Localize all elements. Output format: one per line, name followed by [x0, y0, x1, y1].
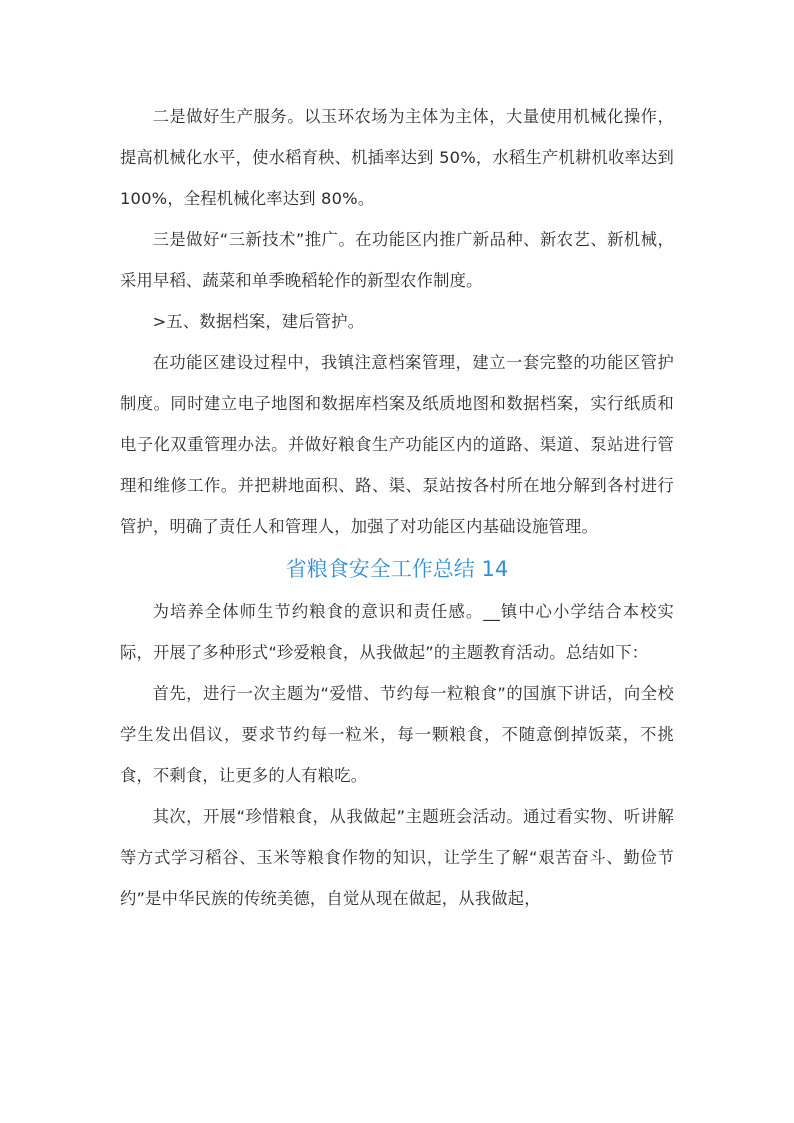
paragraph-second: 其次，开展“珍惜粮食，从我做起”主题班会活动。通过看实物、听讲解等方式学习稻谷、玉米等粮食作物的知识，让学生了解“艰苦奋斗、勤俭节约”是中华民族的传统美德，自觉从现在做起，从我做起，: [120, 807, 674, 908]
paragraph-data-archive-heading: >五、数据档案，建后管护。: [152, 312, 365, 331]
paragraph-three-new-tech: 三是做好“三新技术”推广。在功能区内推广新品种、新农艺、新机械，采用早稻、蔬菜和单季晚稻轮作的新型农作制度。: [120, 230, 674, 290]
section-title: 省粮食安全工作总结 14: [285, 557, 509, 581]
document-page: [120, 96, 674, 919]
paragraph-intro: 为培养全体师生节约粮食的意识和责任感。__镇中心小学结合本校实际，开展了多种形式“珍爱粮食，从我做起”的主题教育活动。总结如下：: [120, 602, 674, 662]
paragraph-production-service: 二是做好生产服务。以玉环农场为主体为主体，大量使用机械化操作，提高机械化水平，使水稻育秧、机插率达到 50%，水稻生产机耕机收率达到 100%，全程机械化率达到 80%。: [120, 107, 674, 208]
paragraph-archive-management: 在功能区建设过程中，我镇注意档案管理，建立一套完整的功能区管护制度。同时建立电子地图和数据库档案及纸质地图和数据档案，实行纸质和电子化双重管理办法。并做好粮食生产功能区内的道路、渠道、泵站进行管理和维修工作。并把耕地面积、路、渠、泵站按各村所在地分解到各村进行管护，明确了责任人和管理人，加强了对功能区内基础设施管理。: [120, 353, 674, 536]
paragraph-first: 首先，进行一次主题为“爱惜、节约每一粒粮食”的国旗下讲话，向全校学生发出倡议，要求节约每一粒米，每一颗粮食，不随意倒掉饭菜，不挑食，不剩食，让更多的人有粮吃。: [120, 684, 674, 785]
